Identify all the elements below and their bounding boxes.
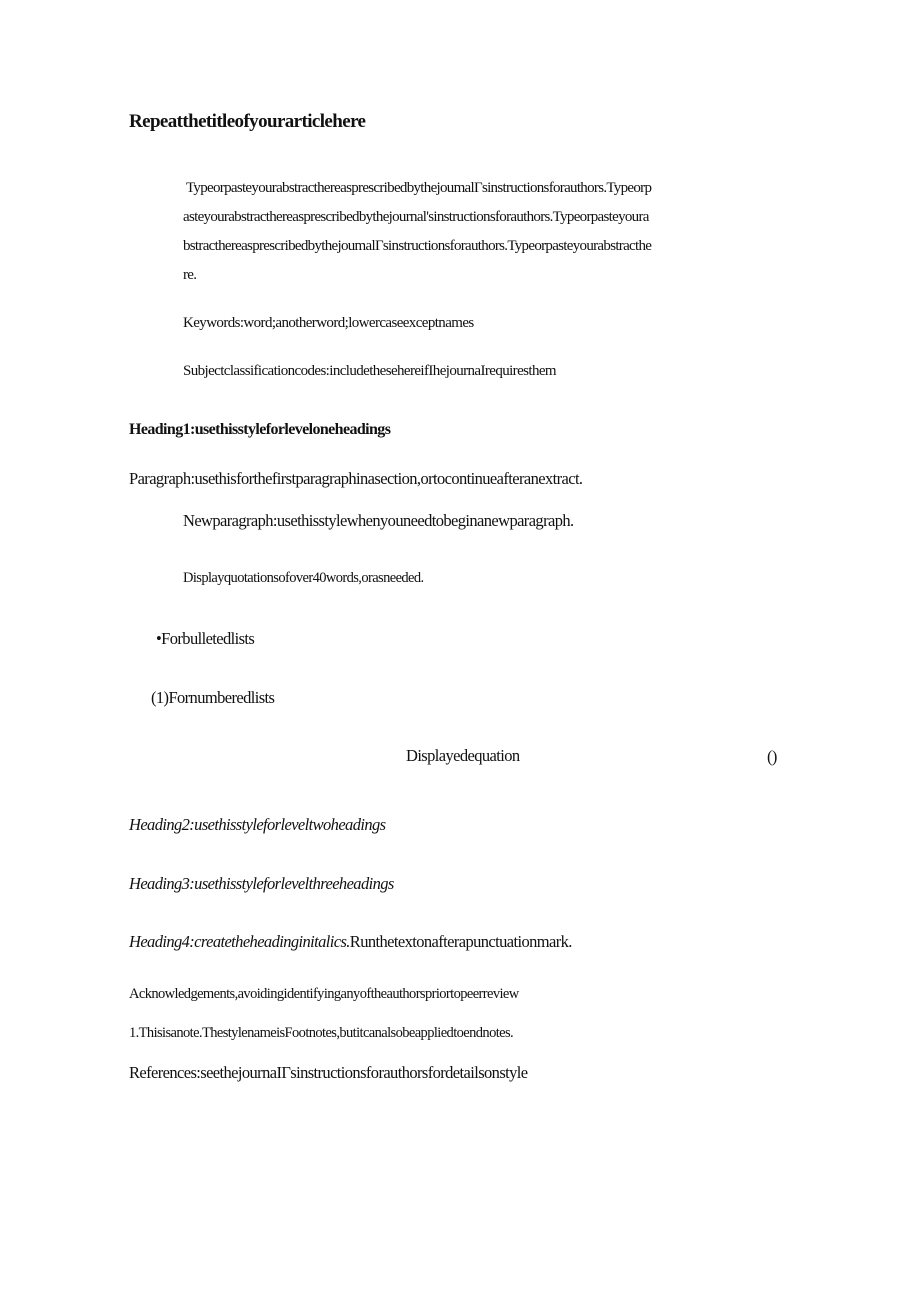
footnote: 1.Thisisanote.ThestylenameisFootnotes,butitcanalsobeappliedtoendnotes.	[129, 1025, 514, 1041]
abstract	[183, 174, 783, 290]
equation-number: ()	[767, 747, 777, 766]
numbered-list-item: (1)Fornumberedlists	[151, 688, 275, 707]
abstract-line: re.	[183, 267, 197, 283]
displayed-equation: Displayedequation	[406, 746, 520, 765]
heading-level-4-italic: Heading4:createtheheadinginitalics.	[129, 932, 350, 951]
heading-level-3: Heading3:usethisstyleforlevelthreeheadings	[129, 874, 394, 893]
abstract-line: asteyourabstracthereasprescribedbythejournal'sinstructionsforauthors.Typeorpasteyoura	[183, 209, 649, 225]
heading-level-1: Heading1:usethisstyleforleveloneheadings	[129, 421, 391, 438]
new-paragraph: Newparagraph:usethisstylewhenyouneedtobeginanewparagraph.	[183, 511, 574, 530]
heading-level-2: Heading2:usethisstyleforleveltwoheadings	[129, 815, 386, 834]
article-title: Repeatthetitleofyourarticlehere	[129, 111, 366, 132]
heading-level-4-runon: Runthetextonafterapunctuationmark.	[349, 932, 572, 951]
bulleted-list-item: •Forbulletedlists	[156, 629, 255, 648]
first-paragraph: Paragraph:usethisforthefirstparagraphinasection,ortocontinueafteranextract.	[129, 469, 583, 488]
subject-classification-codes: Subjectclassificationcodes:includethesehereifIhejournaIrequiresthem	[183, 363, 556, 379]
display-quotation: Displayquotationsofover40words,orasneeded.	[183, 570, 424, 586]
heading-level-4	[129, 932, 572, 952]
abstract-line: bstracthereasprescribedbythejoumalΓsinstructionsforauthors.Typeorpasteyourabstracthe	[183, 238, 652, 254]
keywords: Keywords:word;anotherword;lowercaseexceptnames	[183, 315, 474, 331]
abstract-line: TypeorpasteyourabstracthereasprescribedbythejoumalΓsinstructionsforauthors.Typeorp	[186, 180, 652, 196]
acknowledgements: Acknowledgements,avoidingidentifyinganyoftheauthorspriortopeerreview	[129, 986, 519, 1002]
references: References:seethejournaIΓsinstructionsforauthorsfordetailsonstyle	[129, 1063, 528, 1082]
